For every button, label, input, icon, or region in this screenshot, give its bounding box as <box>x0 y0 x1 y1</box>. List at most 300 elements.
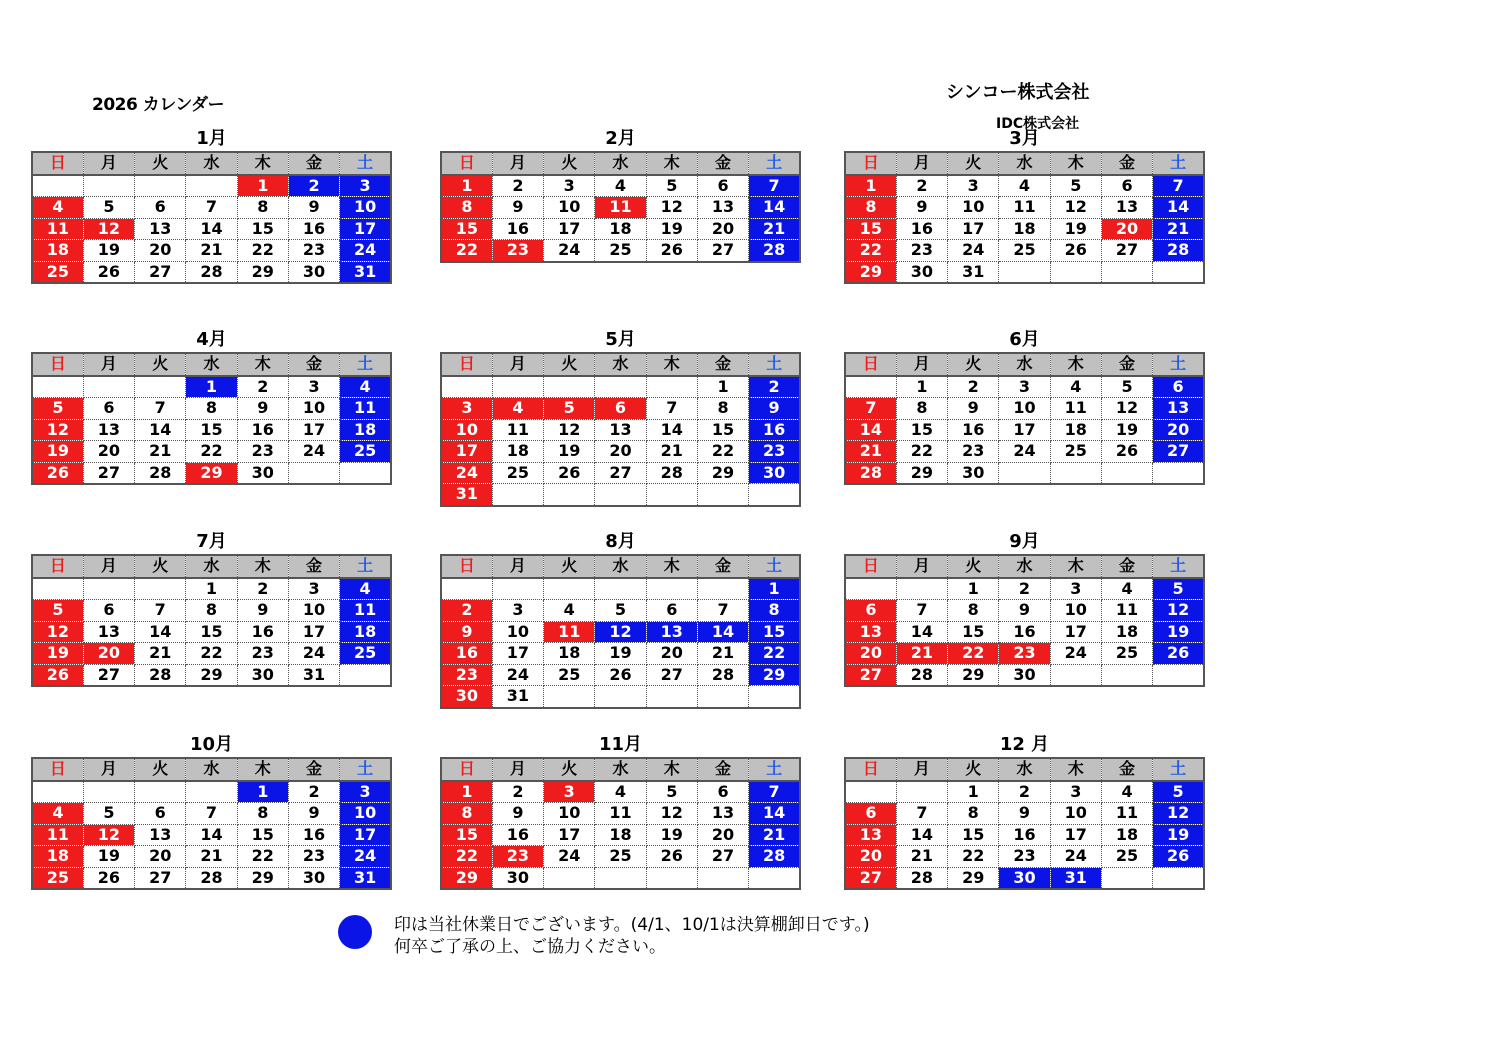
empty-cell <box>999 261 1050 283</box>
day-cell: 23 <box>999 846 1050 868</box>
day-cell: 20 <box>83 441 134 463</box>
weekday-header: 金 <box>288 353 339 376</box>
day-cell: 8 <box>186 398 237 420</box>
empty-cell <box>697 686 748 708</box>
day-cell: 7 <box>186 197 237 219</box>
day-cell: 31 <box>340 261 391 283</box>
day-cell: 12 <box>1153 803 1204 825</box>
week-row <box>845 441 1204 463</box>
weekday-header: 金 <box>697 555 748 578</box>
day-cell: 7 <box>896 600 947 622</box>
day-cell: 12 <box>1050 197 1101 219</box>
weekday-header: 火 <box>544 555 595 578</box>
week-row <box>441 398 800 420</box>
month-calendar <box>844 531 1205 687</box>
day-cell: 26 <box>1050 240 1101 262</box>
day-cell: 3 <box>340 781 391 803</box>
month-table <box>440 352 801 507</box>
weekday-header: 水 <box>999 152 1050 175</box>
week-row <box>32 197 391 219</box>
day-cell: 20 <box>697 824 748 846</box>
weekday-header: 日 <box>441 758 492 781</box>
day-cell: 7 <box>845 398 896 420</box>
week-row <box>32 867 391 889</box>
day-cell: 21 <box>749 824 800 846</box>
week-row <box>441 846 800 868</box>
empty-cell <box>896 781 947 803</box>
day-cell: 4 <box>32 803 83 825</box>
weekday-header: 土 <box>749 353 800 376</box>
empty-cell <box>1050 462 1101 484</box>
day-cell: 19 <box>646 824 697 846</box>
day-cell: 30 <box>492 867 543 889</box>
calendar-title: 2026 カレンダー <box>92 95 225 115</box>
day-cell: 7 <box>749 781 800 803</box>
weekday-header: 木 <box>237 555 288 578</box>
weekday-header: 日 <box>441 353 492 376</box>
weekday-header: 日 <box>441 555 492 578</box>
day-cell: 24 <box>1050 643 1101 665</box>
day-cell: 25 <box>32 867 83 889</box>
weekday-header: 月 <box>492 555 543 578</box>
day-cell: 3 <box>288 376 339 398</box>
day-cell: 14 <box>697 621 748 643</box>
day-cell: 6 <box>595 398 646 420</box>
day-cell: 15 <box>237 824 288 846</box>
day-cell: 16 <box>948 419 999 441</box>
empty-cell <box>544 686 595 708</box>
day-cell: 14 <box>135 419 186 441</box>
month-table <box>31 352 392 485</box>
week-row <box>441 175 800 197</box>
empty-cell <box>646 578 697 600</box>
day-cell: 21 <box>135 441 186 463</box>
day-cell: 17 <box>288 419 339 441</box>
weekday-header: 土 <box>340 555 391 578</box>
day-cell: 7 <box>1153 175 1204 197</box>
day-cell: 6 <box>1153 376 1204 398</box>
day-cell: 13 <box>135 824 186 846</box>
day-cell: 26 <box>83 867 134 889</box>
empty-cell <box>697 867 748 889</box>
empty-cell <box>544 578 595 600</box>
weekday-header: 火 <box>948 758 999 781</box>
empty-cell <box>544 867 595 889</box>
weekday-header: 木 <box>237 152 288 175</box>
weekday-header: 金 <box>697 758 748 781</box>
week-row <box>441 441 800 463</box>
day-cell: 3 <box>999 376 1050 398</box>
day-cell: 24 <box>441 462 492 484</box>
day-cell: 5 <box>544 398 595 420</box>
day-cell: 31 <box>288 664 339 686</box>
weekday-header: 土 <box>340 152 391 175</box>
day-cell: 23 <box>948 441 999 463</box>
day-cell: 13 <box>845 824 896 846</box>
day-cell: 24 <box>288 643 339 665</box>
day-cell: 27 <box>646 664 697 686</box>
week-row <box>32 462 391 484</box>
day-cell: 14 <box>186 824 237 846</box>
month-label: 9月 <box>1009 531 1040 552</box>
week-row <box>845 197 1204 219</box>
week-row <box>32 376 391 398</box>
day-cell: 18 <box>32 240 83 262</box>
day-cell: 22 <box>845 240 896 262</box>
company-name: シンコー株式会社 <box>946 82 1090 103</box>
day-cell: 26 <box>1101 441 1152 463</box>
day-cell: 21 <box>896 846 947 868</box>
month-label: 11月 <box>598 734 643 755</box>
day-cell: 4 <box>1101 781 1152 803</box>
day-cell: 24 <box>1050 846 1101 868</box>
day-cell: 3 <box>340 175 391 197</box>
empty-cell <box>1101 867 1152 889</box>
week-row <box>441 462 800 484</box>
week-row <box>32 398 391 420</box>
day-cell: 5 <box>646 175 697 197</box>
empty-cell <box>441 376 492 398</box>
month-calendar <box>844 329 1205 485</box>
day-cell: 13 <box>83 419 134 441</box>
day-cell: 12 <box>544 419 595 441</box>
empty-cell <box>697 484 748 506</box>
day-cell: 19 <box>595 643 646 665</box>
empty-cell <box>896 578 947 600</box>
day-cell: 27 <box>697 846 748 868</box>
day-cell: 14 <box>845 419 896 441</box>
day-cell: 26 <box>544 462 595 484</box>
day-cell: 2 <box>288 781 339 803</box>
day-cell: 22 <box>186 441 237 463</box>
day-cell: 22 <box>441 846 492 868</box>
day-cell: 3 <box>544 781 595 803</box>
day-cell: 20 <box>595 441 646 463</box>
empty-cell <box>1050 664 1101 686</box>
day-cell: 29 <box>896 462 947 484</box>
empty-cell <box>646 484 697 506</box>
day-cell: 27 <box>135 867 186 889</box>
day-cell: 23 <box>749 441 800 463</box>
day-cell: 24 <box>999 441 1050 463</box>
day-cell: 26 <box>83 261 134 283</box>
empty-cell <box>186 175 237 197</box>
week-row <box>441 600 800 622</box>
day-cell: 29 <box>749 664 800 686</box>
weekday-header: 木 <box>1050 152 1101 175</box>
day-cell: 12 <box>32 621 83 643</box>
day-cell: 18 <box>1101 824 1152 846</box>
week-row <box>845 803 1204 825</box>
day-cell: 11 <box>1101 600 1152 622</box>
month-label: 10月 <box>189 734 234 755</box>
day-cell: 3 <box>1050 781 1101 803</box>
day-cell: 16 <box>896 218 947 240</box>
day-cell: 1 <box>948 578 999 600</box>
empty-cell <box>646 376 697 398</box>
weekday-header: 月 <box>896 555 947 578</box>
day-cell: 28 <box>1153 240 1204 262</box>
day-cell: 1 <box>186 376 237 398</box>
empty-cell <box>845 376 896 398</box>
day-cell: 26 <box>32 462 83 484</box>
day-cell: 9 <box>896 197 947 219</box>
day-cell: 15 <box>948 621 999 643</box>
day-cell: 18 <box>595 218 646 240</box>
weekday-header: 日 <box>32 353 83 376</box>
empty-cell <box>1101 664 1152 686</box>
day-cell: 20 <box>646 643 697 665</box>
day-cell: 28 <box>186 261 237 283</box>
day-cell: 10 <box>340 197 391 219</box>
day-cell: 2 <box>288 175 339 197</box>
weekday-header: 火 <box>948 353 999 376</box>
month-label: 2月 <box>605 128 636 149</box>
day-cell: 11 <box>32 824 83 846</box>
day-cell: 20 <box>83 643 134 665</box>
day-cell: 17 <box>948 218 999 240</box>
week-row <box>845 643 1204 665</box>
legend-line-1: 印は当社休業日でございます。(4/1、10/1は決算棚卸日です。) <box>394 915 870 935</box>
day-cell: 1 <box>845 175 896 197</box>
day-cell: 26 <box>32 664 83 686</box>
day-cell: 25 <box>32 261 83 283</box>
day-cell: 30 <box>948 462 999 484</box>
day-cell: 1 <box>948 781 999 803</box>
month-label: 7月 <box>196 531 227 552</box>
blue-circle-icon <box>338 915 372 949</box>
day-cell: 14 <box>896 824 947 846</box>
weekday-header: 水 <box>999 758 1050 781</box>
day-cell: 9 <box>492 803 543 825</box>
day-cell: 27 <box>845 867 896 889</box>
day-cell: 30 <box>288 261 339 283</box>
empty-cell <box>288 462 339 484</box>
weekday-header: 土 <box>1153 152 1204 175</box>
day-cell: 17 <box>1050 824 1101 846</box>
day-cell: 13 <box>595 419 646 441</box>
empty-cell <box>492 484 543 506</box>
week-row <box>845 867 1204 889</box>
day-cell: 18 <box>340 419 391 441</box>
weekday-header: 日 <box>32 758 83 781</box>
week-row <box>845 462 1204 484</box>
empty-cell <box>135 376 186 398</box>
day-cell: 15 <box>186 419 237 441</box>
day-cell: 15 <box>237 218 288 240</box>
day-cell: 21 <box>896 643 947 665</box>
day-cell: 18 <box>32 846 83 868</box>
day-cell: 29 <box>697 462 748 484</box>
day-cell: 10 <box>288 398 339 420</box>
weekday-header: 土 <box>1153 353 1204 376</box>
week-row <box>845 781 1204 803</box>
day-cell: 27 <box>697 240 748 262</box>
day-cell: 22 <box>237 846 288 868</box>
day-cell: 15 <box>749 621 800 643</box>
day-cell: 4 <box>32 197 83 219</box>
day-cell: 22 <box>237 240 288 262</box>
day-cell: 13 <box>646 621 697 643</box>
day-cell: 22 <box>749 643 800 665</box>
week-row <box>845 376 1204 398</box>
month-table <box>440 757 801 890</box>
month-label: 12 月 <box>999 734 1050 755</box>
day-cell: 16 <box>288 824 339 846</box>
day-cell: 17 <box>441 441 492 463</box>
week-row <box>845 600 1204 622</box>
day-cell: 25 <box>1050 441 1101 463</box>
day-cell: 5 <box>1050 175 1101 197</box>
weekday-header: 月 <box>83 152 134 175</box>
day-cell: 30 <box>999 867 1050 889</box>
day-cell: 28 <box>845 462 896 484</box>
weekday-header: 火 <box>135 353 186 376</box>
day-cell: 9 <box>948 398 999 420</box>
day-cell: 7 <box>135 600 186 622</box>
empty-cell <box>135 175 186 197</box>
day-cell: 13 <box>697 197 748 219</box>
weekday-header: 水 <box>186 353 237 376</box>
day-cell: 28 <box>186 867 237 889</box>
day-cell: 25 <box>999 240 1050 262</box>
day-cell: 26 <box>646 846 697 868</box>
weekday-header: 土 <box>749 555 800 578</box>
empty-cell <box>32 175 83 197</box>
week-row <box>32 240 391 262</box>
day-cell: 17 <box>544 824 595 846</box>
day-cell: 16 <box>999 621 1050 643</box>
empty-cell <box>1101 261 1152 283</box>
weekday-header: 月 <box>896 152 947 175</box>
day-cell: 11 <box>340 600 391 622</box>
empty-cell <box>1153 867 1204 889</box>
week-row <box>441 824 800 846</box>
week-row <box>32 621 391 643</box>
day-cell: 10 <box>492 621 543 643</box>
empty-cell <box>845 578 896 600</box>
day-cell: 9 <box>441 621 492 643</box>
day-cell: 17 <box>492 643 543 665</box>
day-cell: 3 <box>1050 578 1101 600</box>
day-cell: 6 <box>646 600 697 622</box>
day-cell: 10 <box>288 600 339 622</box>
month-table <box>440 554 801 709</box>
month-calendar <box>440 128 801 263</box>
empty-cell <box>749 867 800 889</box>
day-cell: 18 <box>595 824 646 846</box>
weekday-header: 水 <box>595 555 646 578</box>
day-cell: 10 <box>948 197 999 219</box>
day-cell: 19 <box>83 846 134 868</box>
weekday-header: 土 <box>340 353 391 376</box>
day-cell: 11 <box>32 218 83 240</box>
empty-cell <box>1050 261 1101 283</box>
weekday-header: 木 <box>646 555 697 578</box>
day-cell: 23 <box>896 240 947 262</box>
day-cell: 11 <box>999 197 1050 219</box>
week-row <box>441 240 800 262</box>
week-row <box>32 419 391 441</box>
day-cell: 12 <box>1153 600 1204 622</box>
weekday-header: 水 <box>186 555 237 578</box>
weekday-header: 木 <box>1050 555 1101 578</box>
day-cell: 29 <box>237 261 288 283</box>
day-cell: 21 <box>186 846 237 868</box>
day-cell: 1 <box>697 376 748 398</box>
day-cell: 23 <box>492 240 543 262</box>
weekday-header: 日 <box>845 152 896 175</box>
empty-cell <box>32 376 83 398</box>
day-cell: 1 <box>186 578 237 600</box>
day-cell: 5 <box>1153 578 1204 600</box>
day-cell: 15 <box>845 218 896 240</box>
empty-cell <box>83 578 134 600</box>
week-row <box>32 781 391 803</box>
day-cell: 9 <box>999 803 1050 825</box>
empty-cell <box>1101 462 1152 484</box>
day-cell: 26 <box>595 664 646 686</box>
day-cell: 15 <box>896 419 947 441</box>
empty-cell <box>1153 261 1204 283</box>
day-cell: 19 <box>32 441 83 463</box>
empty-cell <box>32 781 83 803</box>
month-table <box>440 151 801 263</box>
day-cell: 11 <box>1050 398 1101 420</box>
weekday-header: 土 <box>749 758 800 781</box>
day-cell: 6 <box>697 175 748 197</box>
day-cell: 4 <box>340 376 391 398</box>
day-cell: 15 <box>697 419 748 441</box>
day-cell: 4 <box>544 600 595 622</box>
day-cell: 26 <box>1153 643 1204 665</box>
weekday-header: 日 <box>441 152 492 175</box>
day-cell: 17 <box>1050 621 1101 643</box>
day-cell: 8 <box>948 600 999 622</box>
day-cell: 20 <box>845 643 896 665</box>
day-cell: 4 <box>595 781 646 803</box>
day-cell: 2 <box>999 578 1050 600</box>
weekday-header: 火 <box>135 758 186 781</box>
day-cell: 16 <box>492 824 543 846</box>
week-row <box>32 846 391 868</box>
day-cell: 17 <box>288 621 339 643</box>
week-row <box>845 398 1204 420</box>
day-cell: 2 <box>749 376 800 398</box>
month-table <box>31 554 392 687</box>
day-cell: 19 <box>1153 824 1204 846</box>
empty-cell <box>595 686 646 708</box>
week-row <box>441 621 800 643</box>
day-cell: 25 <box>1101 846 1152 868</box>
month-table <box>844 352 1205 485</box>
day-cell: 19 <box>1153 621 1204 643</box>
day-cell: 2 <box>999 781 1050 803</box>
day-cell: 4 <box>340 578 391 600</box>
day-cell: 8 <box>948 803 999 825</box>
weekday-header: 土 <box>340 758 391 781</box>
empty-cell <box>999 462 1050 484</box>
day-cell: 30 <box>896 261 947 283</box>
week-row <box>32 664 391 686</box>
day-cell: 25 <box>544 664 595 686</box>
day-cell: 17 <box>999 419 1050 441</box>
day-cell: 8 <box>186 600 237 622</box>
day-cell: 13 <box>83 621 134 643</box>
weekday-header: 水 <box>595 152 646 175</box>
day-cell: 2 <box>492 175 543 197</box>
empty-cell <box>186 781 237 803</box>
